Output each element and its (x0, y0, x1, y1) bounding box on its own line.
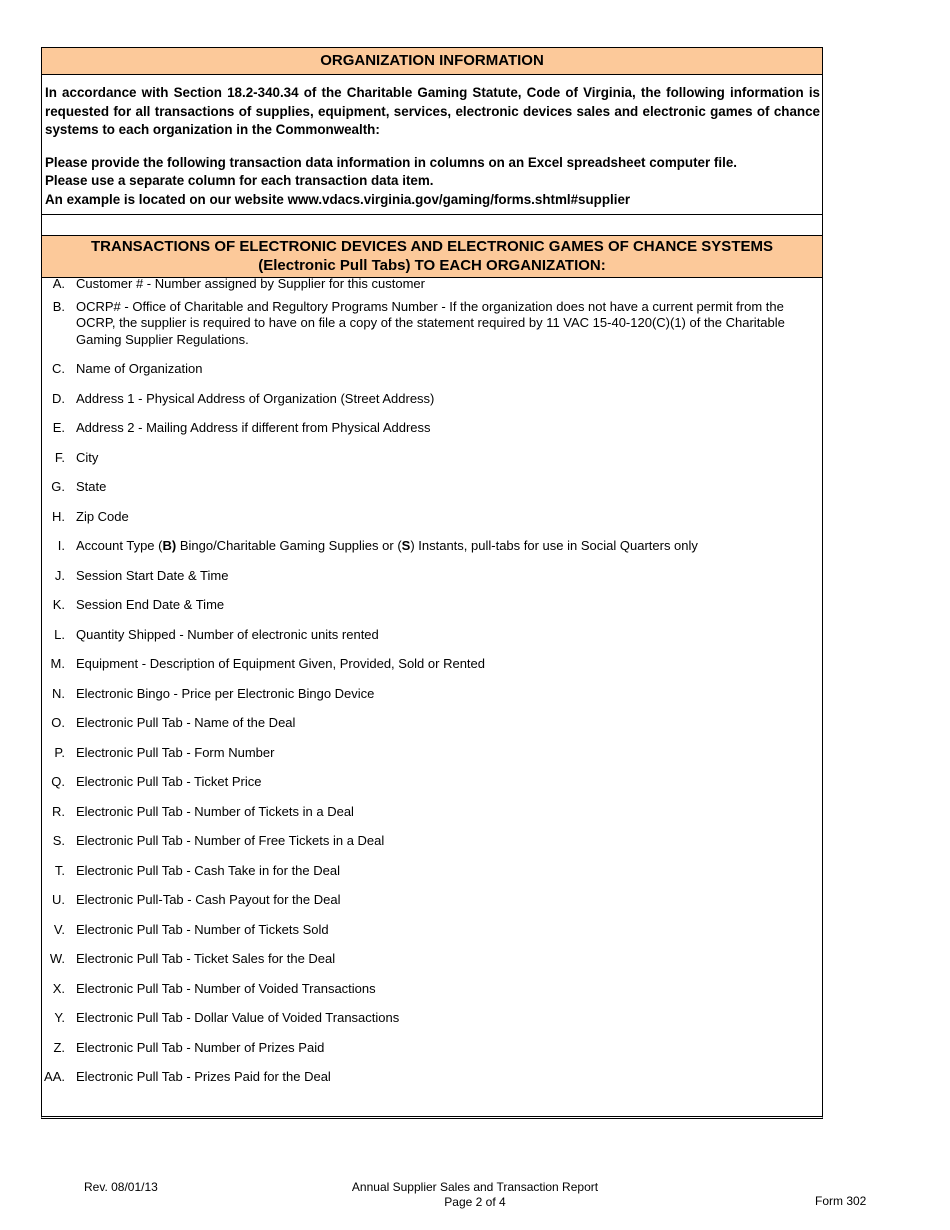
section-title-line-2: (Electronic Pull Tabs) TO EACH ORGANIZATION: (258, 257, 606, 274)
item-label: G. (51, 479, 65, 494)
item-text: Electronic Pull Tab - Cash Take in for the Deal (76, 862, 340, 878)
list-item (42, 420, 812, 437)
list-item (42, 833, 812, 850)
item-text: Electronic Pull Tab - Name of the Deal (76, 715, 296, 730)
item-label: O. (51, 715, 65, 730)
item-text: Customer # - Number assigned by Supplier for this customer (76, 276, 425, 291)
item-label: Z. (53, 1039, 65, 1055)
item-text: Electronic Pull Tab - Number of Free Tickets in a Deal (76, 833, 385, 848)
list-item (42, 597, 812, 614)
list-item (42, 804, 812, 821)
page-number: Page 2 of 4 (444, 1195, 506, 1209)
report-title: Annual Supplier Sales and Transaction Report (351, 1180, 599, 1194)
item-text: Electronic Pull Tab - Form Number (76, 744, 275, 760)
item-label: X. (52, 980, 65, 996)
list-item (42, 1069, 812, 1086)
instruction-line-3: An example is located on our website www.vdacs.virginia.gov/gaming/forms.shtml#supplier (45, 191, 631, 207)
item-text: Electronic Pull Tab - Ticket Sales for the Deal (76, 951, 336, 966)
section-title-line-1: TRANSACTIONS OF ELECTRONIC DEVICES AND ELECTRONIC GAMES OF CHANCE SYSTEMS (91, 238, 773, 255)
item-label: C. (52, 361, 65, 376)
item-text: Electronic Pull Tab - Number of Voided Transactions (76, 980, 376, 996)
intro-paragraph: In accordance with Section 18.2-340.34 of the Charitable Gaming Statute, Code of Virginia, the following information is requested for all transactions of supplies, equipment, services, electronic devices sales and electronic games of chance systems to each organization in the Commonwealth: (45, 85, 820, 137)
instruction-line-1: Please provide the following transaction data information in columns on an Excel spreadsheet computer file. (45, 154, 737, 170)
item-text: Session Start Date & Time (76, 567, 229, 583)
list-item (42, 863, 812, 880)
item-label: AA. (44, 1069, 65, 1084)
item-text-bold: S (401, 538, 411, 553)
item-label: A. (52, 276, 65, 291)
item-label: M. (50, 656, 65, 671)
item-text-bold: B) (162, 538, 177, 553)
item-text: Electronic Pull Tab - Ticket Price (76, 774, 262, 789)
item-label: J. (54, 567, 65, 583)
item-label: U. (52, 892, 65, 907)
list-item (42, 922, 812, 939)
list-item (42, 1010, 812, 1027)
item-label: R. (52, 803, 65, 819)
item-text: Electronic Bingo - Price per Electronic Bingo Device (76, 685, 375, 701)
item-label: W. (49, 951, 65, 966)
item-text: Zip Code (76, 508, 129, 524)
list-item (42, 951, 812, 968)
revision-date: Rev. 08/01/13 (84, 1180, 158, 1194)
instruction-line-2: Please use a separate column for each transaction data item. (45, 173, 434, 188)
item-text: Electronic Pull Tab - Prizes Paid for the Deal (76, 1069, 331, 1084)
item-text: State (76, 479, 107, 494)
item-text: Address 2 - Mailing Address if different from Physical Address (76, 420, 431, 435)
item-label: S. (52, 833, 65, 848)
item-text: Equipment - Description of Equipment Given, Provided, Sold or Rented (76, 656, 485, 671)
form-number: Form 302 (815, 1194, 867, 1208)
item-text: City (76, 449, 99, 465)
list-item (42, 538, 812, 555)
item-text-part: Bingo/Charitable Gaming Supplies or ( (176, 538, 402, 553)
item-label: I. (57, 538, 65, 553)
item-label: Q. (51, 774, 65, 789)
item-text-part: Account Type ( (76, 538, 163, 553)
item-text: Electronic Pull Tab - Number of Prizes Paid (76, 1039, 325, 1055)
list-item (42, 299, 812, 349)
list-item (42, 686, 812, 703)
item-label: D. (52, 390, 65, 406)
item-text: Address 1 - Physical Address of Organization (Street Address) (76, 390, 435, 406)
list-item (42, 479, 812, 496)
list-item (42, 656, 812, 673)
list-item (42, 391, 812, 408)
item-text-part: ) Instants, pull-tabs for use in Social Quarters only (410, 538, 698, 553)
item-label: F. (54, 449, 65, 465)
list-item (42, 509, 812, 526)
item-text: Electronic Pull Tab - Number of Tickets in a Deal (76, 803, 354, 819)
item-label: Y. (54, 1010, 65, 1025)
item-label: T. (54, 862, 65, 878)
item-label: N. (52, 685, 65, 701)
item-text: Quantity Shipped - Number of electronic units rented (76, 626, 379, 642)
item-text: Electronic Pull-Tab - Cash Payout for the Deal (76, 892, 341, 907)
item-label: B. (52, 298, 65, 314)
list-item (42, 627, 812, 644)
list-item (42, 774, 812, 791)
item-text (76, 538, 812, 555)
list-item (42, 981, 812, 998)
transaction-items-list (42, 276, 812, 1086)
item-label: H. (52, 508, 65, 524)
transactions-section-header (42, 235, 822, 278)
list-item (42, 450, 812, 467)
intro-text (42, 75, 822, 209)
item-label: L. (54, 626, 65, 642)
divider (42, 214, 822, 215)
list-item (42, 715, 812, 732)
list-item (42, 892, 812, 909)
item-text: Name of Organization (76, 361, 203, 376)
item-text: OCRP# - Office of Charitable and Regultory Programs Number - If the organization does not have a current permit from the OCRP, the supplier is required to have on file a copy of the statement required by 11 VAC 15-40-120(C)(1) of the Charitable Gaming Supplier Regulations. (76, 298, 785, 347)
list-item (42, 1040, 812, 1057)
list-item (42, 361, 812, 378)
item-text: Electronic Pull Tab - Dollar Value of Voided Transactions (76, 1010, 400, 1025)
list-item (42, 745, 812, 762)
item-label: P. (54, 744, 65, 760)
item-label: K. (52, 597, 65, 612)
organization-information-header: ORGANIZATION INFORMATION (42, 48, 822, 75)
form-frame (41, 47, 823, 1119)
item-text: Electronic Pull Tab - Number of Tickets Sold (76, 921, 329, 937)
list-item (42, 276, 812, 293)
item-label: V. (53, 921, 65, 937)
list-item (42, 568, 812, 585)
item-text: Session End Date & Time (76, 597, 225, 612)
item-label: E. (52, 420, 65, 435)
